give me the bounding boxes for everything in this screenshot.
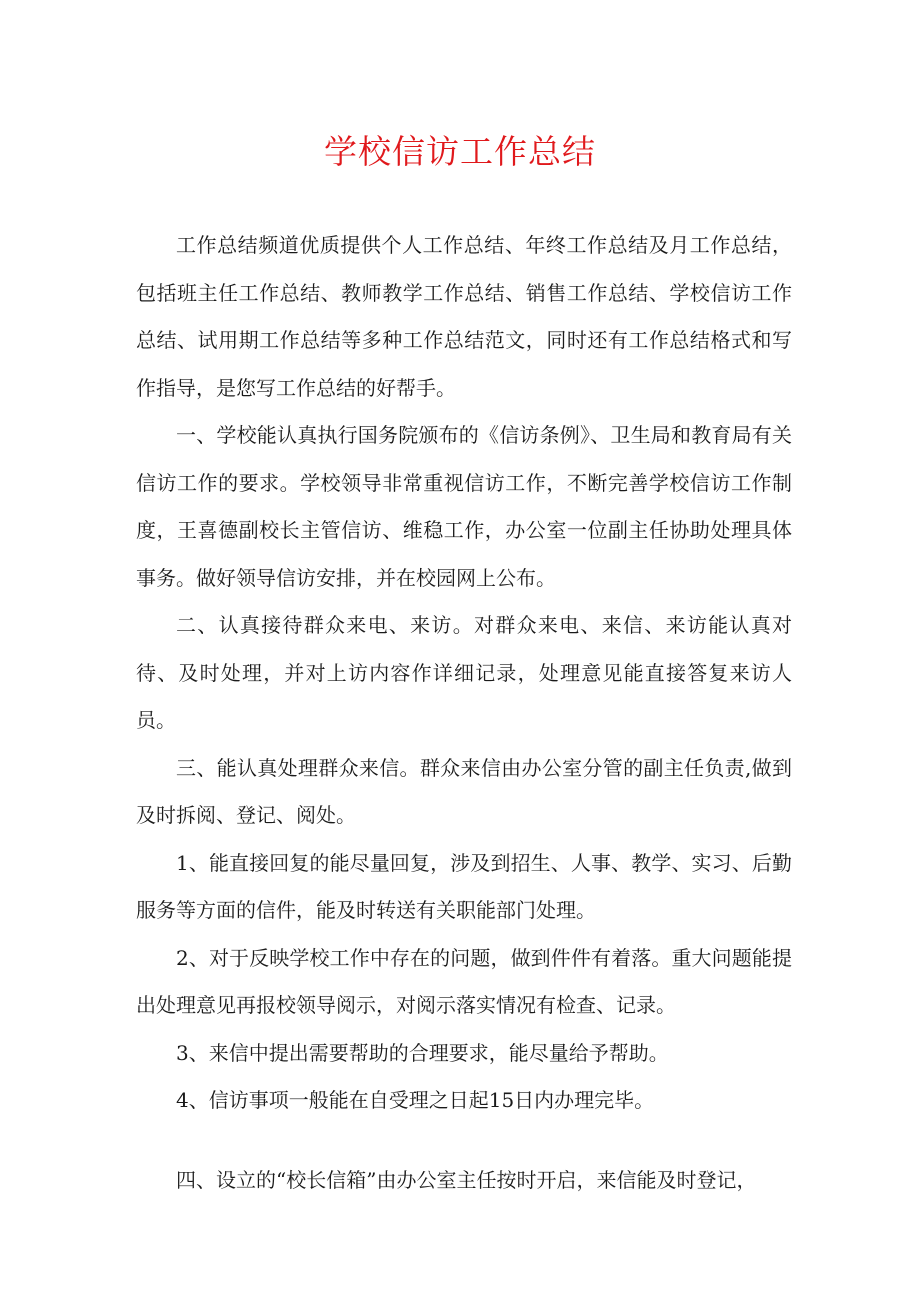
paragraph-item-1: 1、能直接回复的能尽量回复，涉及到招生、人事、教学、实习、后勤服务等方面的信件，能及时转送有关职能部门处理。 [136, 850, 792, 922]
paragraph-item-2: 2、对于反映学校工作中存在的问题，做到件件有着落。重大问题能提出处理意见再报校领导阅示，对阅示落实情况有检查、记录。 [136, 945, 792, 1017]
document-body [136, 222, 792, 1204]
paragraph-intro: 工作总结频道优质提供个人工作总结、年终工作总结及月工作总结，包括班主任工作总结、教师教学工作总结、销售工作总结、学校信访工作总结、试用期工作总结等多种工作总结范文，同时还有工作总结格式和写作指导，是您写工作总结的好帮手。 [136, 233, 792, 400]
document-title: 学校信访工作总结 [324, 132, 596, 171]
paragraph-section-1: 一、学校能认真执行国务院颁布的《信访条例》、卫生局和教育局有关信访工作的要求。学校领导非常重视信访工作，不断完善学校信访工作制度，王喜德副校长主管信访、维稳工作，办公室一位副主任协助处理具体事务。做好领导信访安排，并在校园网上公布。 [136, 423, 792, 590]
paragraph-item-4: 4、信访事项一般能在自受理之日起15日内办理完毕。 [176, 1088, 655, 1112]
paragraph-section-4: 四、设立的“校长信箱”由办公室主任按时开启，来信能及时登记， [176, 1167, 757, 1192]
paragraph-item-3: 3、来信中提出需要帮助的合理要求，能尽量给予帮助。 [176, 1040, 669, 1065]
paragraph-section-2: 二、认真接待群众来电、来访。对群众来电、来信、来访能认真对待、及时处理，并对上访内容作详细记录，处理意见能直接答复来访人员。 [136, 613, 792, 732]
paragraph-section-3: 三、能认真处理群众来信。群众来信由办公室分管的副主任负责,做到及时拆阅、登记、阅处。 [136, 755, 792, 827]
